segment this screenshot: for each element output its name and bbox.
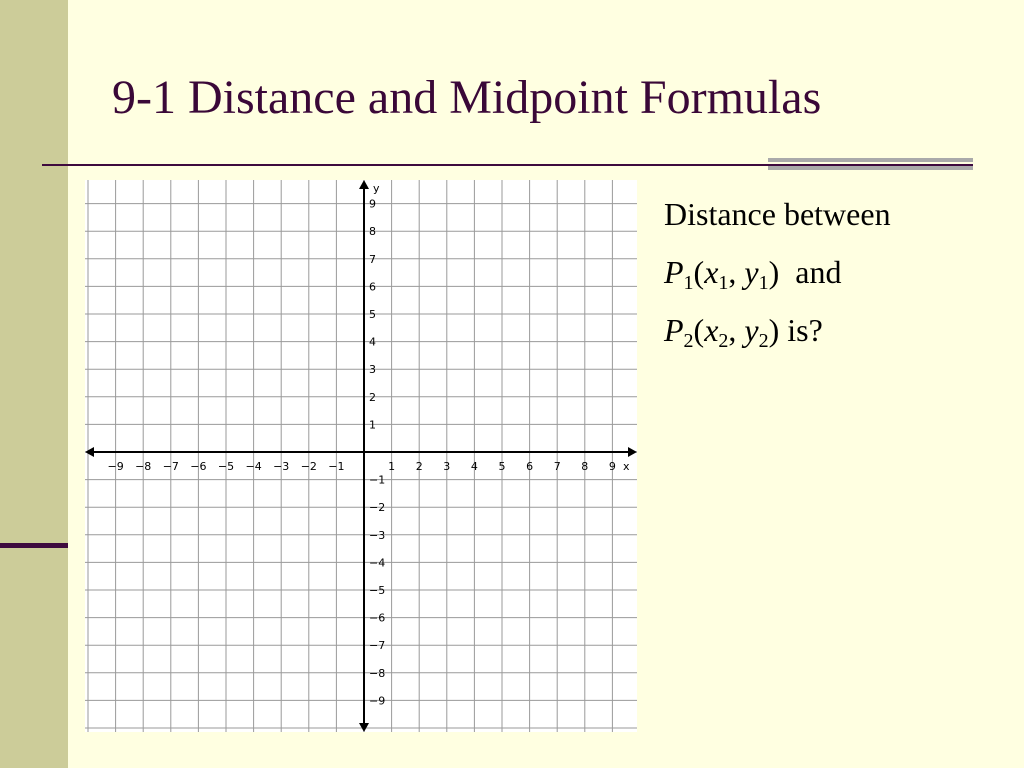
p2-name: P: [664, 312, 684, 348]
y-tick-label: 8: [369, 225, 376, 239]
x-axis-label: x: [623, 460, 630, 473]
content-text: [664, 194, 1004, 368]
y-tick-label: 4: [369, 335, 376, 349]
x-tick-label: 7: [553, 460, 561, 473]
x-axis-arrow-right: [628, 447, 637, 457]
p1-close-paren: ): [768, 254, 780, 290]
y-tick-label: −2: [369, 501, 386, 515]
p1-x-subscript: 1: [718, 272, 729, 294]
x-tick-label: 1: [388, 460, 396, 473]
y-tick-label: 1: [369, 418, 376, 432]
p1-open-paren: (: [693, 254, 705, 290]
p2-y: y: [744, 312, 759, 348]
y-tick-label: 3: [369, 363, 376, 377]
x-tick-label: 2: [415, 460, 423, 473]
y-tick-label: 9: [369, 197, 376, 211]
point-p1: [664, 252, 1004, 310]
p1-subscript: 1: [683, 272, 694, 294]
tick-labels: [107, 182, 630, 707]
p2-x: x: [704, 312, 719, 348]
y-tick-label: −5: [369, 584, 386, 597]
y-tick-label: −3: [369, 528, 386, 542]
x-tick-label: −2: [300, 460, 317, 473]
y-axis-arrow-up: [359, 180, 369, 189]
x-tick-label: 9: [608, 460, 616, 473]
p1-y-subscript: 1: [758, 272, 769, 294]
y-tick-label: 2: [369, 390, 376, 404]
y-tick-label: −9: [369, 694, 386, 708]
x-tick-label: −8: [135, 460, 152, 473]
x-tick-label: 3: [443, 460, 451, 473]
x-tick-label: 5: [498, 460, 506, 473]
x-tick-label: −6: [190, 460, 207, 473]
side-accent-bar: [0, 543, 68, 548]
x-tick-label: −4: [245, 460, 262, 473]
y-tick-label: −7: [369, 639, 386, 653]
x-tick-label: 6: [526, 460, 534, 473]
p1-comma: ,: [728, 254, 745, 290]
slide-title: 9-1 Distance and Midpoint Formulas: [112, 71, 822, 124]
coordinate-grid: [85, 180, 637, 732]
p1-y: y: [744, 254, 759, 290]
x-tick-label: 8: [581, 460, 589, 473]
x-tick-label: 4: [470, 460, 478, 473]
p1-suffix: and: [795, 254, 842, 290]
x-tick-label: −5: [217, 460, 235, 473]
y-tick-label: −1: [369, 473, 386, 487]
p2-subscript: 2: [683, 330, 694, 352]
p2-x-subscript: 2: [718, 330, 729, 352]
x-tick-label: −3: [273, 460, 290, 473]
grid-lines: [85, 180, 637, 732]
p1-x: x: [704, 254, 719, 290]
p2-y-subscript: 2: [758, 330, 769, 352]
x-tick-label: −1: [328, 460, 345, 473]
title-rule-shadow: [768, 158, 973, 178]
y-tick-label: 7: [369, 252, 376, 266]
y-tick-label: 5: [369, 308, 376, 321]
x-tick-label: −7: [162, 460, 179, 473]
y-tick-label: −4: [369, 556, 386, 570]
y-axis-label: y: [373, 182, 380, 195]
y-tick-label: −6: [369, 611, 386, 625]
point-p2: [664, 310, 1004, 368]
p2-suffix: is?: [787, 312, 823, 348]
x-axis-arrow-left: [85, 447, 94, 457]
p2-comma: ,: [728, 312, 745, 348]
coordinate-plane: [85, 180, 637, 732]
side-bar: [0, 0, 68, 768]
y-tick-label: 6: [369, 280, 376, 294]
p1-name: P: [664, 254, 684, 290]
y-tick-label: −8: [369, 666, 386, 680]
x-tick-label: −9: [107, 460, 124, 473]
text-distance-between: Distance between: [664, 196, 891, 232]
axes: [85, 180, 637, 732]
p2-close-paren: ): [768, 312, 780, 348]
p2-open-paren: (: [693, 312, 705, 348]
